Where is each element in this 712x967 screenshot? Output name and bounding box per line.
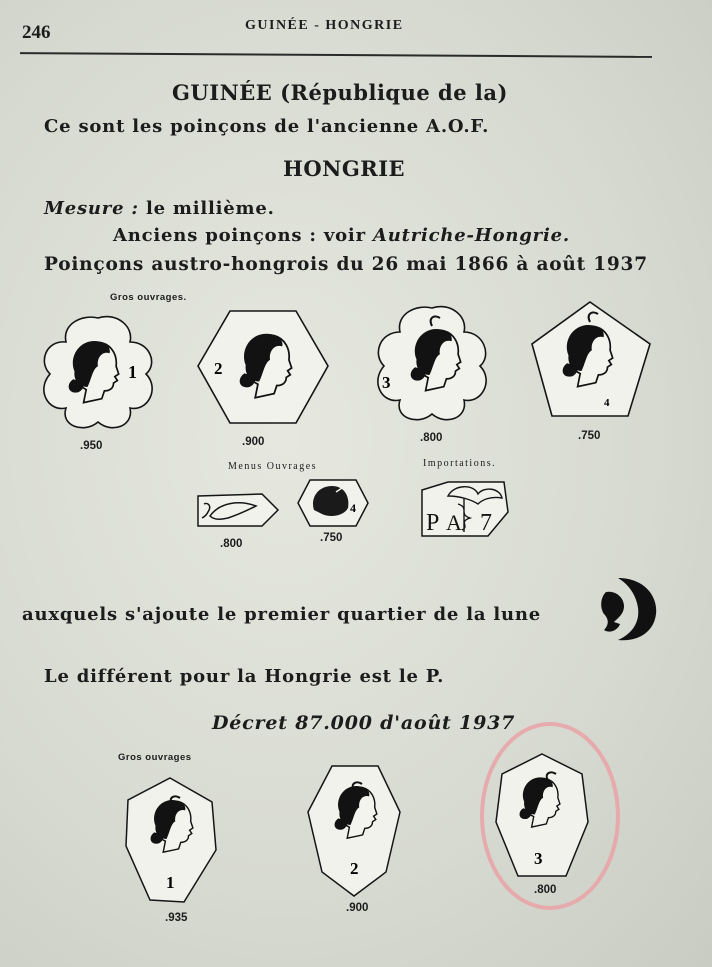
guinee-title: GUINÉE (République de la) [172,80,508,105]
mesure-label: Mesure : [44,198,139,219]
decree-mark-935 [124,776,218,906]
importations-label: Importations. [423,458,497,469]
gros-ouvrages-label: Gros ouvrages. [110,292,187,303]
header-rule [20,52,652,58]
anciens-reference: Autriche-Hongrie. [372,225,570,246]
mark-value: .750 [578,430,601,442]
mesure-line [44,198,275,219]
menus-ouvrages-label: Menus Ouvrages [228,461,318,472]
decret-title: Décret 87.000 d'août 1937 [212,712,516,734]
menus-mark-animal-750 [296,478,370,528]
anciens-line [113,225,570,246]
hallmark-digit: 2 [350,859,359,878]
hallmark-digit: 2 [214,359,223,378]
mark-value: .800 [220,538,243,550]
mesure-value: le millième. [145,198,275,219]
decree-mark-900 [306,764,402,898]
hallmark-digit: 3 [534,849,543,868]
importations-mark [418,478,512,540]
mark-value: .950 [80,440,103,452]
hallmark-flower-950 [38,312,158,430]
hallmark-digit: 1 [128,362,137,382]
crescent-moon-icon [596,574,660,644]
mark-value: .935 [165,912,188,924]
hallmark-digit: 1 [166,873,175,892]
hallmark-hexagon-900 [196,308,330,426]
hallmark-pentagon-750 [530,300,652,418]
svg-text:4: 4 [350,501,356,515]
austro-hungarian-line: Poinçons austro-hongrois du 26 mai 1866 à août 1937 [44,254,648,275]
mark-value: .800 [534,884,557,896]
running-head: GUINÉE - HONGRIE [245,18,404,33]
svg-text:7: 7 [480,510,492,536]
mark-value: .750 [320,532,343,544]
hallmark-flower-800 [370,302,494,424]
gros-ouvrages-label-2: Gros ouvrages [118,752,192,763]
svg-text:P: P [426,510,440,536]
svg-text:A: A [446,510,462,535]
anciens-prefix: Anciens poinçons : voir [113,225,366,246]
guinee-text: Ce sont les poinçons de l'ancienne A.O.F. [44,116,490,137]
mark-value: .800 [420,432,443,444]
lune-text: auxquels s'ajoute le premier quartier de la lune [22,604,542,625]
hallmark-digit: 4 [604,397,610,409]
menus-mark-animal-head-800 [190,490,280,530]
hongrie-title: HONGRIE [283,156,406,181]
page-number: 246 [22,22,51,43]
mark-value: .900 [346,902,369,914]
hallmark-digit: 3 [382,373,391,392]
mark-value: .900 [242,436,265,448]
different-text: Le différent pour la Hongrie est le P. [44,666,445,687]
highlight-circle [478,718,628,914]
